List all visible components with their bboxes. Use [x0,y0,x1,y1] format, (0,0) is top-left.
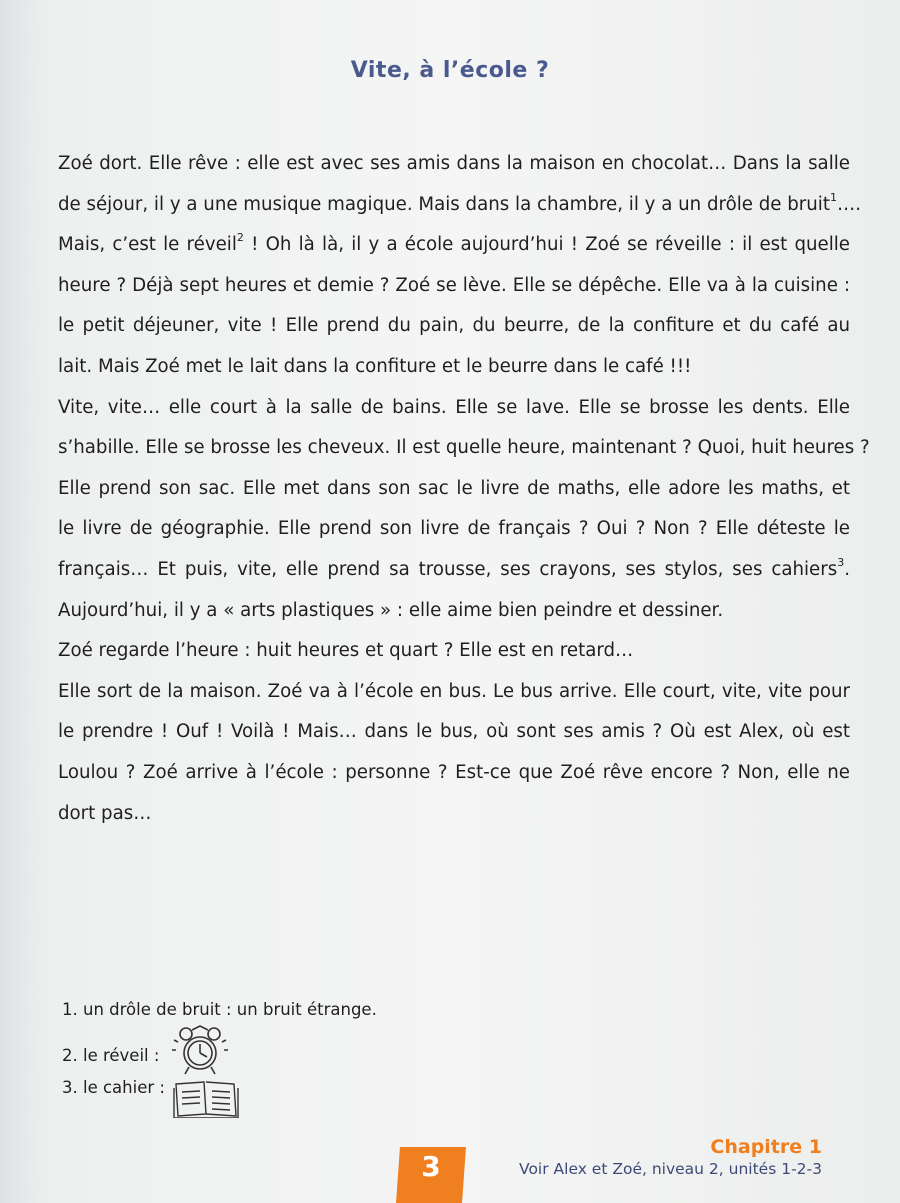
story-line [58,550,850,591]
story-line: le prendre ! Ouf ! Voilà ! Mais… dans le bus, où sont ses amis ? Où est Alex, où est [58,721,850,743]
footnote-1: 1. un drôle de bruit : un bruit étrange. [62,1000,377,1019]
chapter-label: Chapitre 1 [710,1136,822,1158]
story-text [58,144,870,834]
story-line: Elle prend son sac. Elle met dans son sac le livre de maths, elle adore les maths, et [58,477,850,499]
notebook-icon [172,1078,240,1118]
story-line: Elle sort de la maison. Zoé va à l’école en bus. Le bus arrive. Elle court, vite, vite pour [58,680,850,702]
story-line: Zoé regarde l’heure : huit heures et quart ? Elle est en retard… [58,640,634,662]
story-line: heure ? Déjà sept heures et demie ? Zoé se lève. Elle se dépêche. Elle va à la cuisine : [58,274,850,296]
story-line: dort pas… [58,802,152,824]
story-line-text: …. [837,193,861,215]
footnote-marker: 2 [236,231,244,245]
story-line [58,225,850,266]
story-line: Zoé dort. Elle rêve : elle est avec ses amis dans la maison en chocolat… Dans la salle [58,153,850,174]
story-line-text: de séjour, il y a une musique magique. Mais dans la chambre, il y a un drôle de bruit [58,193,830,215]
story-line: Vite, vite… elle court à la salle de bains. Elle se lave. Elle se brosse les dents. Elle [58,396,850,418]
story-line-text: ! Oh là là, il y a école aujourd’hui ! Zoé se réveille : il est quelle [243,234,850,256]
page-number: 3 [421,1150,441,1183]
page-title: Vite, à l’école ? [350,58,550,83]
story-line: Aujourd’hui, il y a « arts plastiques » : elle aime bien peindre et dessiner. [58,599,724,621]
story-line-text: . [844,558,850,580]
alarm-clock-icon [172,1022,228,1078]
story-line: s’habille. Elle se brosse les cheveux. Il est quelle heure, maintenant ? Quoi, huit heures ? [58,437,870,459]
story-line [58,185,861,226]
story-line: Loulou ? Zoé arrive à l’école : personne ? Est-ce que Zoé rêve encore ? Non, elle ne [58,761,850,783]
story-line-text: Mais, c’est le réveil [58,234,237,256]
story-line: lait. Mais Zoé met le lait dans la confiture et le beurre dans le café !!! [58,355,692,377]
series-label: Voir Alex et Zoé, niveau 2, unités 1-2-3 [519,1160,822,1178]
footnote-2: 2. le réveil : [62,1046,160,1065]
story-line: le livre de géographie. Elle prend son livre de français ? Oui ? Non ? Elle déteste le [58,518,850,540]
footnote-marker: 1 [830,190,837,204]
story-line-text: français… Et puis, vite, elle prend sa trousse, ses crayons, ses stylos, ses cahiers [58,558,838,580]
footnote-marker: 3 [837,555,845,569]
story-line: le petit déjeuner, vite ! Elle prend du pain, du beurre, de la confiture et du café au [58,315,850,337]
footnote-3: 3. le cahier : [62,1078,165,1097]
